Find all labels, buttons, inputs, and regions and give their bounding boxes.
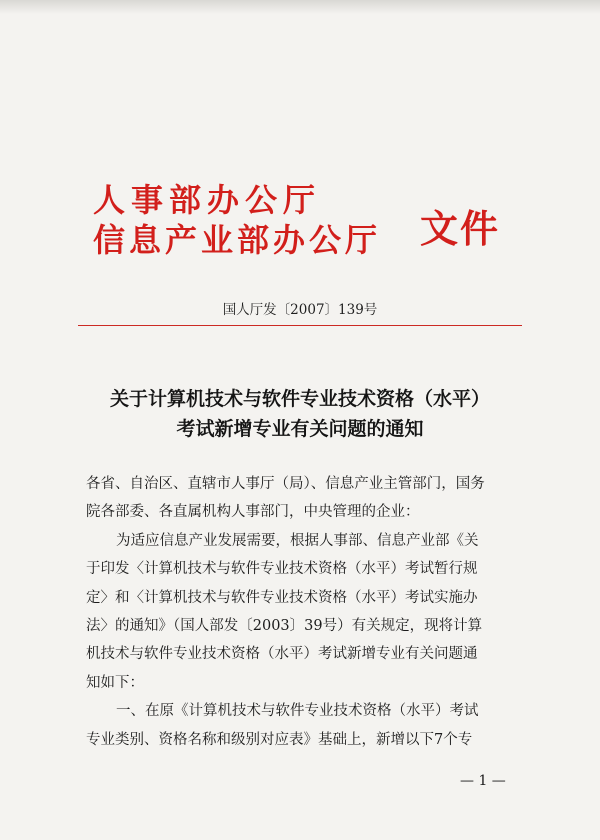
page-number: — 1 — [460, 773, 506, 789]
notice-title-line-2: 考试新增专业有关问题的通知 [176, 418, 424, 440]
issuer-ministry-information-industry: 信息产业部办公厅 [93, 221, 382, 259]
body-line: 各省、自治区、直辖市人事厅（局）、信息产业主管部门，国务 [86, 476, 485, 492]
document-number: 国人厅发〔2007〕139号 [222, 302, 378, 318]
body-line: 院各部委、各直属机构人事部门，中央管理的企业： [86, 504, 420, 521]
scan-edge-shadow [0, 0, 600, 14]
red-divider-line [78, 325, 522, 326]
body-line: 知如下： [86, 674, 144, 691]
body-line: 一、在原《计算机技术与软件专业技术资格（水平）考试 [116, 703, 479, 720]
body-line: 于印发〈计算机技术与软件专业技术资格（水平）考试暂行规 [86, 561, 478, 578]
body-line: 定〉和〈计算机技术与软件专业技术资格（水平）考试实施办 [86, 589, 478, 606]
body-line: 法〉的通知》（国人部发〔2003〕39号）有关规定，现将计算 [86, 618, 483, 635]
notice-title-line-1: 关于计算机技术与软件专业技术资格（水平） [109, 388, 490, 410]
body-line: 专业类别、资格名称和级别对应表》基础上，新增以下7个专 [86, 731, 473, 748]
issuer-ministry-personnel: 人事部办公厅 [93, 181, 322, 219]
document-suffix: 文件 [420, 206, 501, 251]
notice-body [86, 470, 526, 754]
body-line: 机技术与软件专业技术资格（水平）考试新增专业有关问题通 [86, 646, 478, 663]
body-line: 为适应信息产业发展需要，根据人事部、信息产业部《关 [116, 532, 479, 549]
issuing-authorities [93, 180, 381, 260]
